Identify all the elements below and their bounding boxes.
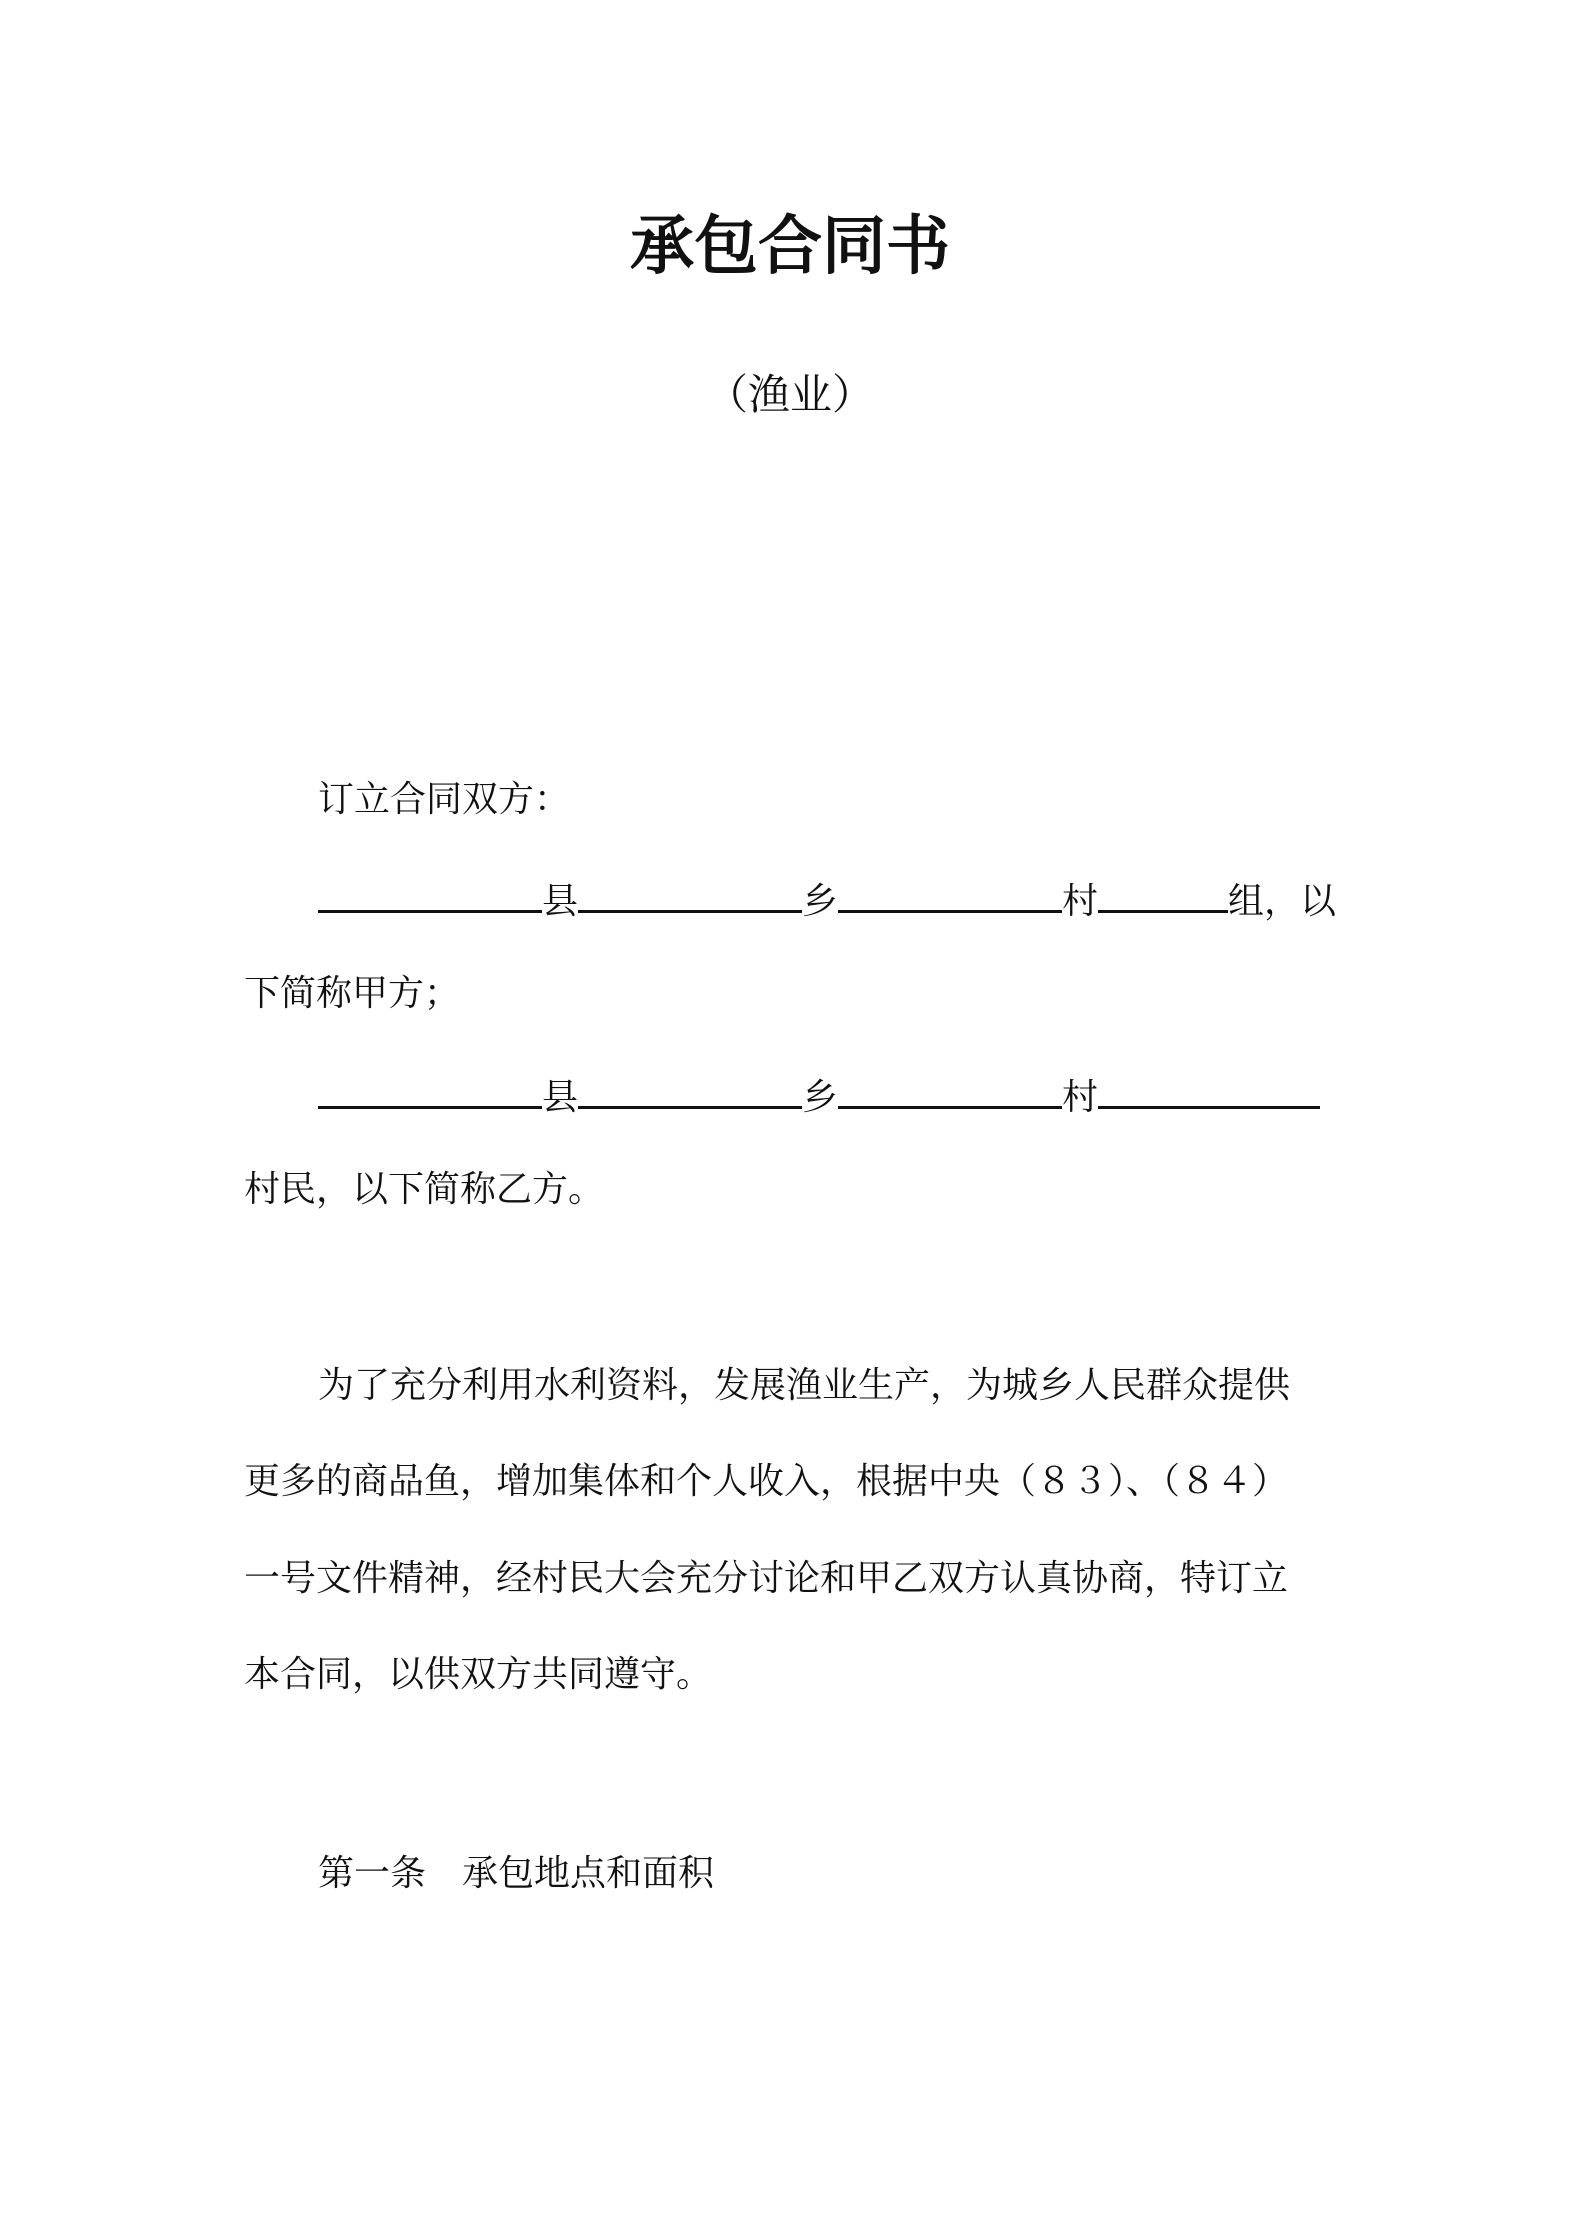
county-label: 县 [542,881,579,922]
party-a-continuation: 下简称甲方； [244,973,461,1014]
article-1-heading: 第一条 承包地点和面积 [318,1853,715,1894]
village-label: 村 [1062,1077,1099,1118]
village-label: 村 [1062,881,1099,922]
preamble-line: 更多的商品鱼，增加集体和个人收入，根据中央（８３）、（８４） [244,1461,1289,1502]
preamble-line: 为了充分利用水利资料，发展渔业生产，为城乡人民群众提供 [318,1365,1291,1406]
name-blank[interactable] [1098,1072,1320,1109]
preamble-line: 一号文件精神，经村民大会充分讨论和甲乙双方认真协商，特订立 [244,1558,1289,1599]
parties-heading: 订立合同双方： [318,779,571,820]
county-label: 县 [542,1077,579,1118]
township-blank[interactable] [578,876,802,913]
county-blank[interactable] [318,1072,542,1109]
group-label: 组，以 [1228,881,1337,922]
village-blank[interactable] [838,876,1062,913]
township-label: 乡 [802,1077,839,1118]
party-b-address-line [318,1072,1320,1116]
party-b-continuation: 村民，以下简称乙方。 [244,1169,605,1210]
township-label: 乡 [802,881,839,922]
township-blank[interactable] [578,1072,802,1109]
village-blank[interactable] [838,1072,1062,1109]
group-blank[interactable] [1098,876,1228,913]
document-title: 承包合同书 [630,210,950,284]
preamble-line: 本合同，以供双方共同遵守。 [244,1654,713,1695]
document-subtitle: （渔业） [705,370,874,419]
party-a-address-line [318,876,1336,920]
county-blank[interactable] [318,876,542,913]
